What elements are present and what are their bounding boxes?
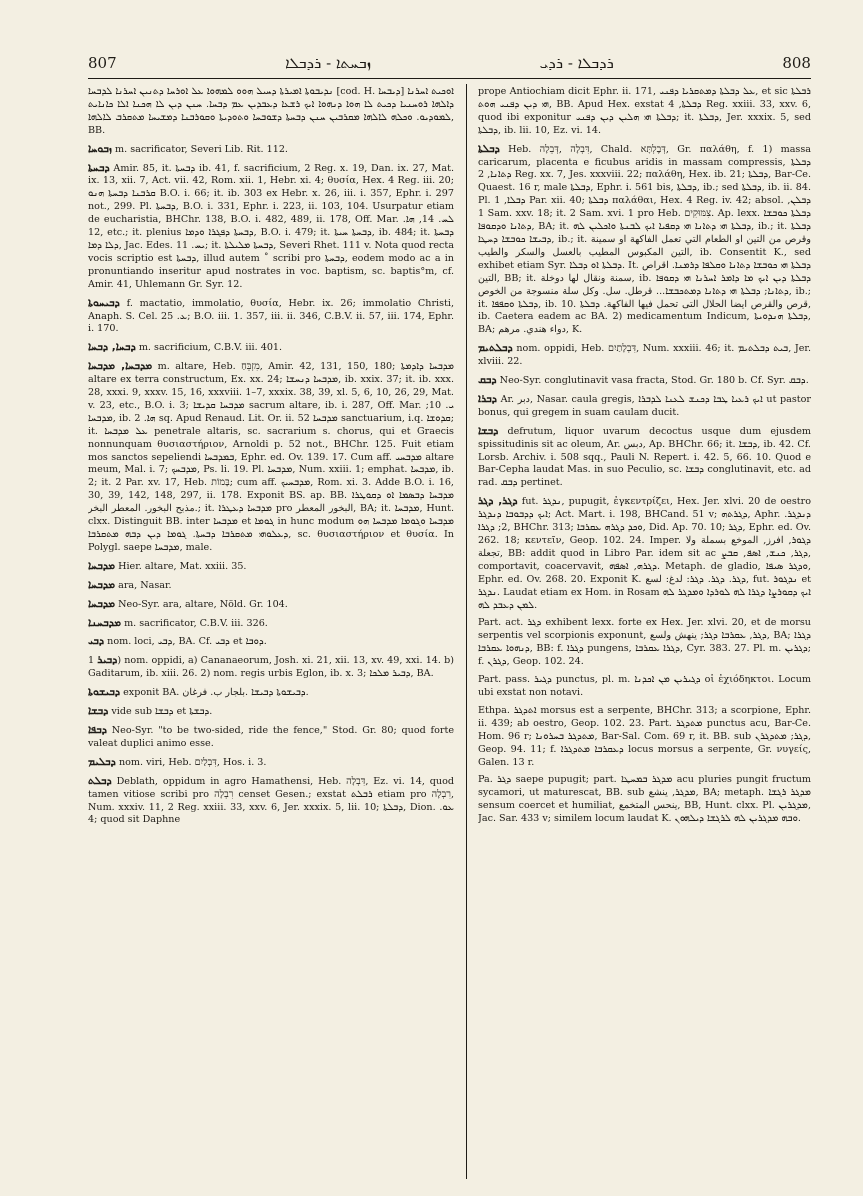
- entry-headword: ܕܒܫܐ: [478, 424, 499, 437]
- running-header: [88, 52, 811, 74]
- entry-text: nom. oppidi, Heb. דִּבְלָתַיִם, Num. xxxiii. 46; it. ܒܝܬ ܕܒܠܬܝܡ, Jer. xlviii. 22.: [478, 343, 811, 368]
- entry-text: Heb. דִּבְלָה ,דְּבֵלָה, Chald. דְּבֶלְתָּא, Gr. παλάθη, f. 1) massa caricarum, placenta e ficubus aridis in massam compressis, ܕܒܠܬܐ ܕܬܐܢܐ, 2 Reg. xx. 7, Jes. xxxviii. 22; παλάθη, Hex. ib. 21; ܕܒܠܬܐ, Bar-Ce. Quaest. 16 r, male ܕܒܠܬܐ, Ephr. i. 561 bis, ܕܒܠܬܐ, ib.; sed ܕܒܠܬܐ, ib. ii. 84. Pl. ܕܒܠܐ, 1 Par. xii. 40; ܕܒܠܬܐ παλάθαι, Hex. 4 Reg. iv. 42; absol. ܕܒܠܢ, 1 Sam. xxv. 18; it. 2 Sam. xvi. 1 pro Heb. צִמּוּקִים. Ap. lexx. ܕܒܠܬܐ ܟܘܒܫܐ ܕܬܐܢܐ ܘܕܩܘܦܐ, BA; it. ܕܒܠܬܐ ܗܝ ܕܬܐܢܐ ܗܝ ܕܩܦܝܐ ܐܝܟ ܠܒܢܬܐ ܘܐܟܠܝܢ ܠܗ, ib.; it. ܕܒܠܬܐ ܕܒܝܫܐ ܟܘܒܫܐ ܕܚܛܐ, ib.; it. وقرص من التين او الطعام التي تعمل الفاكهة او سمينة التين المكبوس المطيب بالعسل والسكر والطيب, ib. Consentit K., sed exhibet etiam Syr. ܕܒܠܬܐ ܐܘ ܕܒܠܐ. It. ܕܒܠܬܐ ܗܝ ܟܘܒܫܐ ܕܬܐܢܐ ܘܩܠܦܐ ܕܪܡܢܐ. اقراص التين, BB; it. سمنة ونقال لها دوخلة, ib. ܕܒܠܬܐ ܕܝܢ ܐܝܟ ܡܐ ܕܐܡܪ ܐܚܪܢܐ ܗܝ ܕܩܘܦܐ ܕܬܐܢܐ; ܕܒܠܬܐ ܗܝ ܕܬܐܢܐ ܕܡܬܟܒܫܐ... قرطل. سل. وكل سلة منسوجة من الخوص, ib.; it. ܕܒܠܬܐ ܘܩܦܦܐ, ib. 10. قرص والقرص ايضا الحلال التى تحمل فيها الفاكهة. ܕܒܠܬܐ, ib. Caetera eadem ac BA. 2) medicamentum Indicum, ܕܒܠܬܐ ܗܢܕܘܝܬܐ, BA; دواء هندي. مرهم, K.: [478, 143, 811, 336]
- entry-headword: ܕܓܪ, ܕܓܪ: [478, 495, 518, 508]
- entry-text: f. mactatio, immolatio, θυσία, Hebr. ix. 26; immolatio Christi, Anaph. S. Cel. ܥ. 25; B.O. iii. 1. 357, iii. ii. 346, C.B.V. ii. 57, iii. 174, Ephr. i. 170.: [88, 297, 454, 335]
- entry-text: exponit BA. ܕܒܝܫܘܬܐ ܕܒܝܫܐ .بلجار ب. فرغان.: [123, 687, 309, 699]
- entry-headword: ܕܒܚܬܐ: [88, 161, 110, 174]
- dictionary-entry: [478, 674, 811, 700]
- dictionary-entry: [88, 617, 454, 631]
- entry-headword: ܕܒܝܚܘܬܐ: [88, 296, 120, 309]
- right-column: [478, 86, 811, 1178]
- page-number-left: 807: [88, 54, 117, 72]
- dictionary-entry: [88, 775, 454, 828]
- entry-headword: ܕܒܝܪ: [97, 654, 118, 667]
- dictionary-entry: [88, 724, 454, 751]
- left-column: [88, 86, 454, 1178]
- dictionary-entry: [88, 297, 454, 337]
- entry-headword: ܕܒܠܬ: [88, 774, 112, 787]
- entry-text: ara, Nasar.: [118, 579, 172, 591]
- dictionary-entry: [88, 560, 454, 574]
- dictionary-entry: [478, 425, 811, 491]
- entry-text: Pa. ܕܓܪ saepe pupugit; part. ܡܕܓܪ ܒܡܚܛܐ acu pluries pungit fructum sycamori, ut maturescat, BB. sub ܡܕܓܪ, ينشع, BA; metaph. ܡܕܓܪ ܪܓܫܐ sensum coercet et humiliat, ينحس المتخمع, BB, Hunt. clxx. Pl. ܡܕܓܪܝܢ, Jac. Sar. 433 v; similem locum laudat K. ܘܒܗ ܡܕܓܪܝܢ ܠܗ ܠܪܓܫܐ ܕܝܠܗܘܢ.: [478, 774, 811, 825]
- entry-headword: ܕܒܝܫܘܬܐ: [88, 686, 121, 699]
- entry-text: m. sacrificium, C.B.V. iii. 401.: [138, 342, 283, 354]
- entry-text: vide sub ܕܒܫܐ et ܕܒܫܬܐ.: [111, 706, 213, 718]
- dictionary-entry: [88, 341, 454, 355]
- entry-headword: ܡܕܒܚܢܐ: [88, 616, 121, 629]
- dictionary-entry: [478, 495, 811, 612]
- dictionary-entry: [478, 86, 811, 138]
- dictionary-entry: [478, 705, 811, 770]
- entry-text: Neo-Syr. ara, altare, Nöld. Gr. 104.: [118, 598, 288, 610]
- dictionary-entry: [88, 756, 454, 770]
- entry-text: fut. ܢܕܓܪ, pupugit, ἐγκεντρίζει, Hex. Jer. xlvi. 20 de oestro ܐܝܟ ܕܕܒܘܒܐ ܕܢܕܓܪ; Act. Mart. i. 198, BHCand. 51 v; ܕܓܪܬܗ, Aphr. ܕܢܕܓܪ. 2; ܕܓܪܐ, BHChr. 313; ܘܟܕ ܕܓܪܗ ܥܩܪܒܐ, Did. Ap. 70. 10; ܕܓܪ, Ephr. ed. Ov. 262. 18; κεντεῖν, Geop. 102. 24. Imper. ܕܓܘܪ, افرز, الموخع بسملة ولا تجعلة, BB: addit quod in Libro Par. idem sit ac ܕܓܪ, ܟܢܫ, ܐܣܦ, ܩܒܨ, comportavit, coacervavit, ܕܓܪܗ, ܐܣܦܗ. Metaph. de gladio, ܘܕܓܪ ܣܝܦܐ, Ephr. ed. Ov. 268. 20. Exponit K. ܕܓܪ. ܕܓܪ. ܕܓܪ: لدغ: لسع, fut. ܢܕܓܘܪ et ܢܕܓܪ. Laudat etiam ex Hom. in Rosam ܐܝܟ ܕܩܘܪܨܐ ܕܓܪܐ ܠܗ ܠܘܪܕܐ ܘܡܕܓܪ ܠܗ ܠܡܢ ܕܥܒܕ ܠܗ.: [478, 496, 811, 611]
- entry-headword: ܕܒܝ: [88, 635, 105, 648]
- entry-text: prope Antiochiam dicit Ephr. ii. 171, ܥܠ ܕܒܠܬܐ ܕܡܬܩܪܝܐ ܕܦܢܝ, et sic ܪܒܠܬܐ ܗܝ ܕܝܢ ܕܦܢܝ ܗܘܬ, BB. Apud Hex. exstat ܕܒܠܬܐ, 4 Reg. xxiii. 33, xxv. 6, quod ibi exponitur ܕܒܠܬܐ ܗܝ ܗܠܝܢ ܕܝܢ ܕܦܢܝ; it. ܕܒܠܬܐ, Jer. xxxix. 5, sed ܕܒܠܬܐ, ib. lii. 10, Ez. vi. 14.: [478, 86, 811, 136]
- entry-headword: ܡܕܒܚܐ: [88, 597, 116, 610]
- entry-text: nom. viri, Heb. דִּבְלַיִם, Hos. i. 3.: [118, 756, 267, 768]
- dictionary-entry: [88, 579, 454, 593]
- entry-text: Amir. 85, it. ܕܒܚܬܐ ib. 41, f. sacrificium, 2 Reg. x. 19, Dan. ix. 27, Mat. ix. 13, xii. 7, Act. vii. 42, Rom. xii. 1, Hebr. xi. 4; θυσία, Hex. 4 Reg. iii. 20; ܩܪܒܢܐ ܕܒܚܬܐ ܗܢܘ B.O. i. 66; it. ib. 303 ex Hebr. x. 26, iii. i. 357, Ephr. i. 297 not., 299. Pl. ܕܒܚܬܐ, B.O. i. 331, Ephr. i. 223, ii. 103, 104. Usurpatur etiam de eucharistia, BHChr. 138, B.O. i. 482, 489, ii. 178, Off. Mar. ܠܚ. 14, ܗܐ. 12, etc.; it. plenius ܕܒܚܬܐ ܕܦܓܪܐ ܘܕܡܐ, B.O. i. 479; it. ܕܒܚܬܐ ܚܝܬܐ, ib. 484; it. ܕܒܚܬܐ ܕܠܐ ܕܡܐ, Jac. Edes. ܝܚ. 11; it. ܕܒܚܬܐ ܡܠܝܠܬܐ, Severi Rhet. 111 v. Nota quod recta vocis scriptio est ܕܒܚܬܐ, illud autem ˚ scribi pro ܕܒܚܬܐ, eodem modo ac a in pronuntiando inseritur apud nostrates in voc. baptism, sc. baptis°m, cf. Amir. 41, Uhlemann Gr. Syr. 12.: [88, 162, 454, 290]
- entry-text: Deblath, oppidum in agro Hamathensi, Heb. דִּבְלָה, Ez. vi. 14, quod tamen vitiose scribi pro רִבְלָה censet Gesen.; exstat ܪܒܠܬ etiam pro רִבְלָה, Num. xxxiv. 11, 2 Reg. xxiii. 33, xxv. 6, Jer. xxxix. 5, lii. 10; ܕܒܠܬܐ, Dion. ܥܘ. 4; quod sit Daphne: [88, 775, 454, 826]
- entry-text: Hier. altare, Mat. xxiii. 35.: [118, 560, 247, 572]
- dictionary-entry: [88, 86, 454, 138]
- dictionary-entry: [88, 686, 454, 700]
- entry-headword: ܕܒܪܐ: [478, 392, 497, 405]
- running-title-left: ܙܒܚܬܐ - ܪܕܒܠܐ: [285, 54, 372, 72]
- dictionary-entry: [88, 705, 454, 719]
- entry-headword: ܕܒܚܐ, ܕܒܚܐ: [88, 341, 136, 354]
- entry-text: 1) nom. oppidi, a) Cananaeorum, Josh. xi. 21, xii. 13, xv. 49, xxi. 14. b) Gaditarum, ib. xiii. 26. 2) nom. regis urbis Eglon, ib. x. 3; ܕܒܝܪ ܡܠܟܐ, BA.: [88, 655, 454, 680]
- dictionary-entry: [88, 162, 454, 292]
- dictionary-entry: [88, 143, 454, 157]
- entry-headword: ܡܕܒܚܐ: [88, 578, 116, 591]
- entry-headword: ܡܕܒܚܐ: [88, 559, 116, 572]
- entry-headword: ܙܒܘܚܐ: [88, 142, 112, 155]
- entry-headword: ܕܒܩ: [478, 374, 497, 387]
- entry-text: Neo-Syr. "to be two-sided, ride the fence," Stod. Gr. 80; quod forte valeat duplici animo esse.: [88, 724, 454, 749]
- page-number-right: 808: [782, 54, 811, 72]
- entry-headword: ܡܕܒܚܐ, ܡܕܒܚܐ: [88, 360, 153, 373]
- dictionary-entry: [88, 598, 454, 612]
- entry-headword: ܕܒܠܝܡ: [88, 755, 116, 768]
- dictionary-entry: [478, 342, 811, 369]
- dictionary-entry: [88, 654, 454, 681]
- dictionary-entry: [478, 774, 811, 826]
- dictionary-entry: [88, 635, 454, 649]
- running-title-right: ܪܕܒܠܐ - ܪܕܝ: [539, 54, 614, 72]
- entry-text: Part. act. ܕܓܪ exhibent lexx. forte ex Hex. Jer. xlvi. 20, et de morsu serpentis vel scorpionis exponunt, ܕܓܪ, ܥܩܪܒܐ ܕܓܪ; ينهش ولسع, BA; ܕܓܪܐ ܕܢܗܘܐ ܥܩܪܒܐ, BB: f. ܕܓܪܐ pungens, ܕܓܪܐ ܥܩܪܒܐ, Cyr. 383. 27. Pl. m. ܕܓܪܝܢ; f. ܕܓܪܢ, Geop. 102. 24.: [478, 617, 811, 668]
- entry-text: m. sacrificator, C.B.V. iii. 326.: [124, 617, 268, 629]
- dictionary-entry: [88, 360, 454, 555]
- entry-text: Ar. دبر, Nasar. caula gregis, ܐܝܟ ܪܥܝܐ ܛܒܐ ܕܟܢܫ ܠܥܢܐ ܠܕܒܪܐ ut pastor bonus, qui gregem in suam caulam ducit.: [478, 393, 811, 418]
- entry-headword: ܕܒܦܐ: [88, 723, 107, 736]
- header-rule: [88, 78, 811, 79]
- dictionary-entry: [478, 143, 811, 338]
- dictionary-entry: [478, 374, 811, 388]
- entry-text: m. sacrificator, Severi Lib. Rit. 112.: [115, 143, 288, 155]
- entry-text: Neo-Syr. conglutinavit vasa fracta, Stod. Gr. 180 b. Cf. Syr. ܕܒܩ.: [499, 375, 809, 387]
- entry-headword: ܕܒܫܐ: [88, 705, 109, 718]
- entry-headword: ܕܒܠܬܐ: [478, 142, 500, 155]
- entry-text: Ethpa. ܐܬܕܓܪ morsus est a serpente, BHChr. 313; a scorpione, Ephr. ii. 439; ab oestro, Geop. 102. 23. Part. ܡܬܕܓܪ punctus acu, Bar-Ce. Hom. 96 r; ܡܬܕܓܪ ܒܚܪܘܢܐ, Bar-Sal. Com. 69 r, it. BB. sub ܕܓܪ; ܡܬܕܓܪܢ, Geop. 94. 11; f. ܕܥܩܪܒܐ ܡܬܕܓܪܐ locus morsus a serpente, Gr. νυγείς, Galen. 13 r.: [478, 704, 811, 768]
- entry-text: ܢܕܝܒܘܬܐ ܐܡܝܪܬܐ ܕܚܝܠ ܗܘܘ ܠܡܗܘܐ ܥܠ ܐܘܪܚܐ ܕܬܢܝܢ ܐܚܪܢܐ ܠܕܒܚܐ [cod. H. ܕܝܒܚܐ] ܐܘܟܝܬ ܐܚܪܢܐ ܕܐܠܗܐ ܪܘܚܢܝܐ ܕܟܝܬ ܠܐ ܗܘܐ ܕܢܗܘܐ ܐܝܟ ܪܫܥܐ ܕܥܒܕܝܢ ܥܡ ܕܒܚܐ. ܚܢܢ ܕܝܢ ܠܐ ܗܟܢܐ ܐܠܐ ܟܐܢܐܝܬ ܠܡܘܕܝܘ. ܘܟܠܗ ܠܐܠܗܐ ܡܩܪܒܝܢ ܚܢܢ ܕܒܚܬܐ ܕܫܘܒܚܐ ܘܬܘܕܝܬܐ ܘܩܘܪܒܢܐ ܕܡܫܝܚܐ ܡܬܩܪܒ ܠܐܠܗܐ, BB.: [88, 86, 454, 136]
- dictionary-entry: [478, 617, 811, 669]
- dictionary-entry: [478, 393, 811, 420]
- entry-text: defrutum, liquor uvarum decoctus usque dum ejusdem spissitudinis sit ac oleum, Ar. دبس, Ap. BHChr. 66; it. ܕܒܫܐ, ib. 42. Cf. Lorsb. Archiv. i. 508 sqq., Pauli N. Repert. i. 42. 5, 66. 10. Quod e Bar-Cepha laudat Mas. in suo Peculio, sc. ܕܒܫܐ conglutinavit, etc. ad rad. ܕܒܩ pertinet.: [478, 425, 811, 489]
- entry-text: nom. loci, ܕܒܝ, BA. Cf. ܕܒܝ et ܕܘܒܐ.: [107, 636, 267, 648]
- entry-text: Part. pass. ܕܓܝܪ punctus, pl. m. ܕܓܝܪܝܢ ܡܢ ܐܟܕܢܐ οἱ ἐχιόδηκτοι. Locum ubi exstat non notavi.: [478, 674, 811, 698]
- entry-text: m. altare, Heb. מִזְבֵּחַ, Amir. 42, 131, 150, 180; ܡܕܒܚܐ ܕܐܕܡܬܐ altare ex terra constructum, Ex. xx. 24; ܡܕܒܚܐ ܕܢܚܫܐ, ib. xxix. 37; it. ib. xxx. 28, xxxi. 9, xxxv. 15, 16, xxxviii. 1–7, xxxix. 38, 39, xl. 5, 6, 10, 26, 29, Mat. v. 23, etc., B.O. i. 3; ܡܕܒܚܐ ܩܕܝܫܐ sacrum altare, ib. i. 287, Off. Mar. ܝ. 10; ܡܕܒܚܐ, ib. ܗܐ. 2 sq. Apud Renaud. Lit. Or. ii. 52 ܡܕܒܚܐ sanctuarium, i.q. ܩܕܘܫܐ; it. ܥܠ ܡܕܒܚܐ penetrale altaris, sc. sacrarium s. chorus, qui et Graecis nonnunquam θυσιαστήριον, Arnoldi p. 52 not., BHChr. 125. Fuit etiam mos sanctos sepeliendi ܒܡܕܒܚܐ, Ephr. ed. Ov. 139. 17. Cum aff. ܡܕܒܚܝ altare meum, Mal. i. 7; ܡܕܒܚܟ, Ps. li. 19. Pl. ܡܕܒܚܐ, Num. xxiii. 1; emphat. ܡܕܒܚܐ, ib. 2; it. 2 Par. xv. 17, Heb. בָּמוֹת; cum aff. ܡܕܒܚܝܟ, Rom. xi. 3. Adde B.O. i. 16, 30, 39, 142, 148, 297, ii. 178. Exponit BS. ap. BB. ܡܕܒܚܐ ܕܒܣܡܐ ܐܘ ܕܩܘܛܪܐ .مذبح البخور. المعطر البخر; it. ܡܕܒܚܐ ܕܥܛܪܐ pro البخور المعطر, BA; it. ܡܕܒܚܐ, Hunt. clxx. Distinguit BB. inter ܡܕܒܚܐ et ܓܘܡܐ in hunc modum ܡܕܒܚܐ ܘܓܘܡܐ ܡܕܒܚܐ ܗܘ ܕܥܠܘܗܝ ܡܬܩܪܒܐ ܕܒܚܬܐ. ܓܘܡܐ ܕܝܢ ܕܒܗ ܡܬܩܪܒܐ, sc. θυσιαστήριον et θυσία. In Polygl. saepe ܡܕܒܚܐ, male.: [88, 361, 454, 553]
- column-divider: [466, 84, 467, 1179]
- entry-headword: ܕܒܠܬܝܡ: [478, 342, 513, 355]
